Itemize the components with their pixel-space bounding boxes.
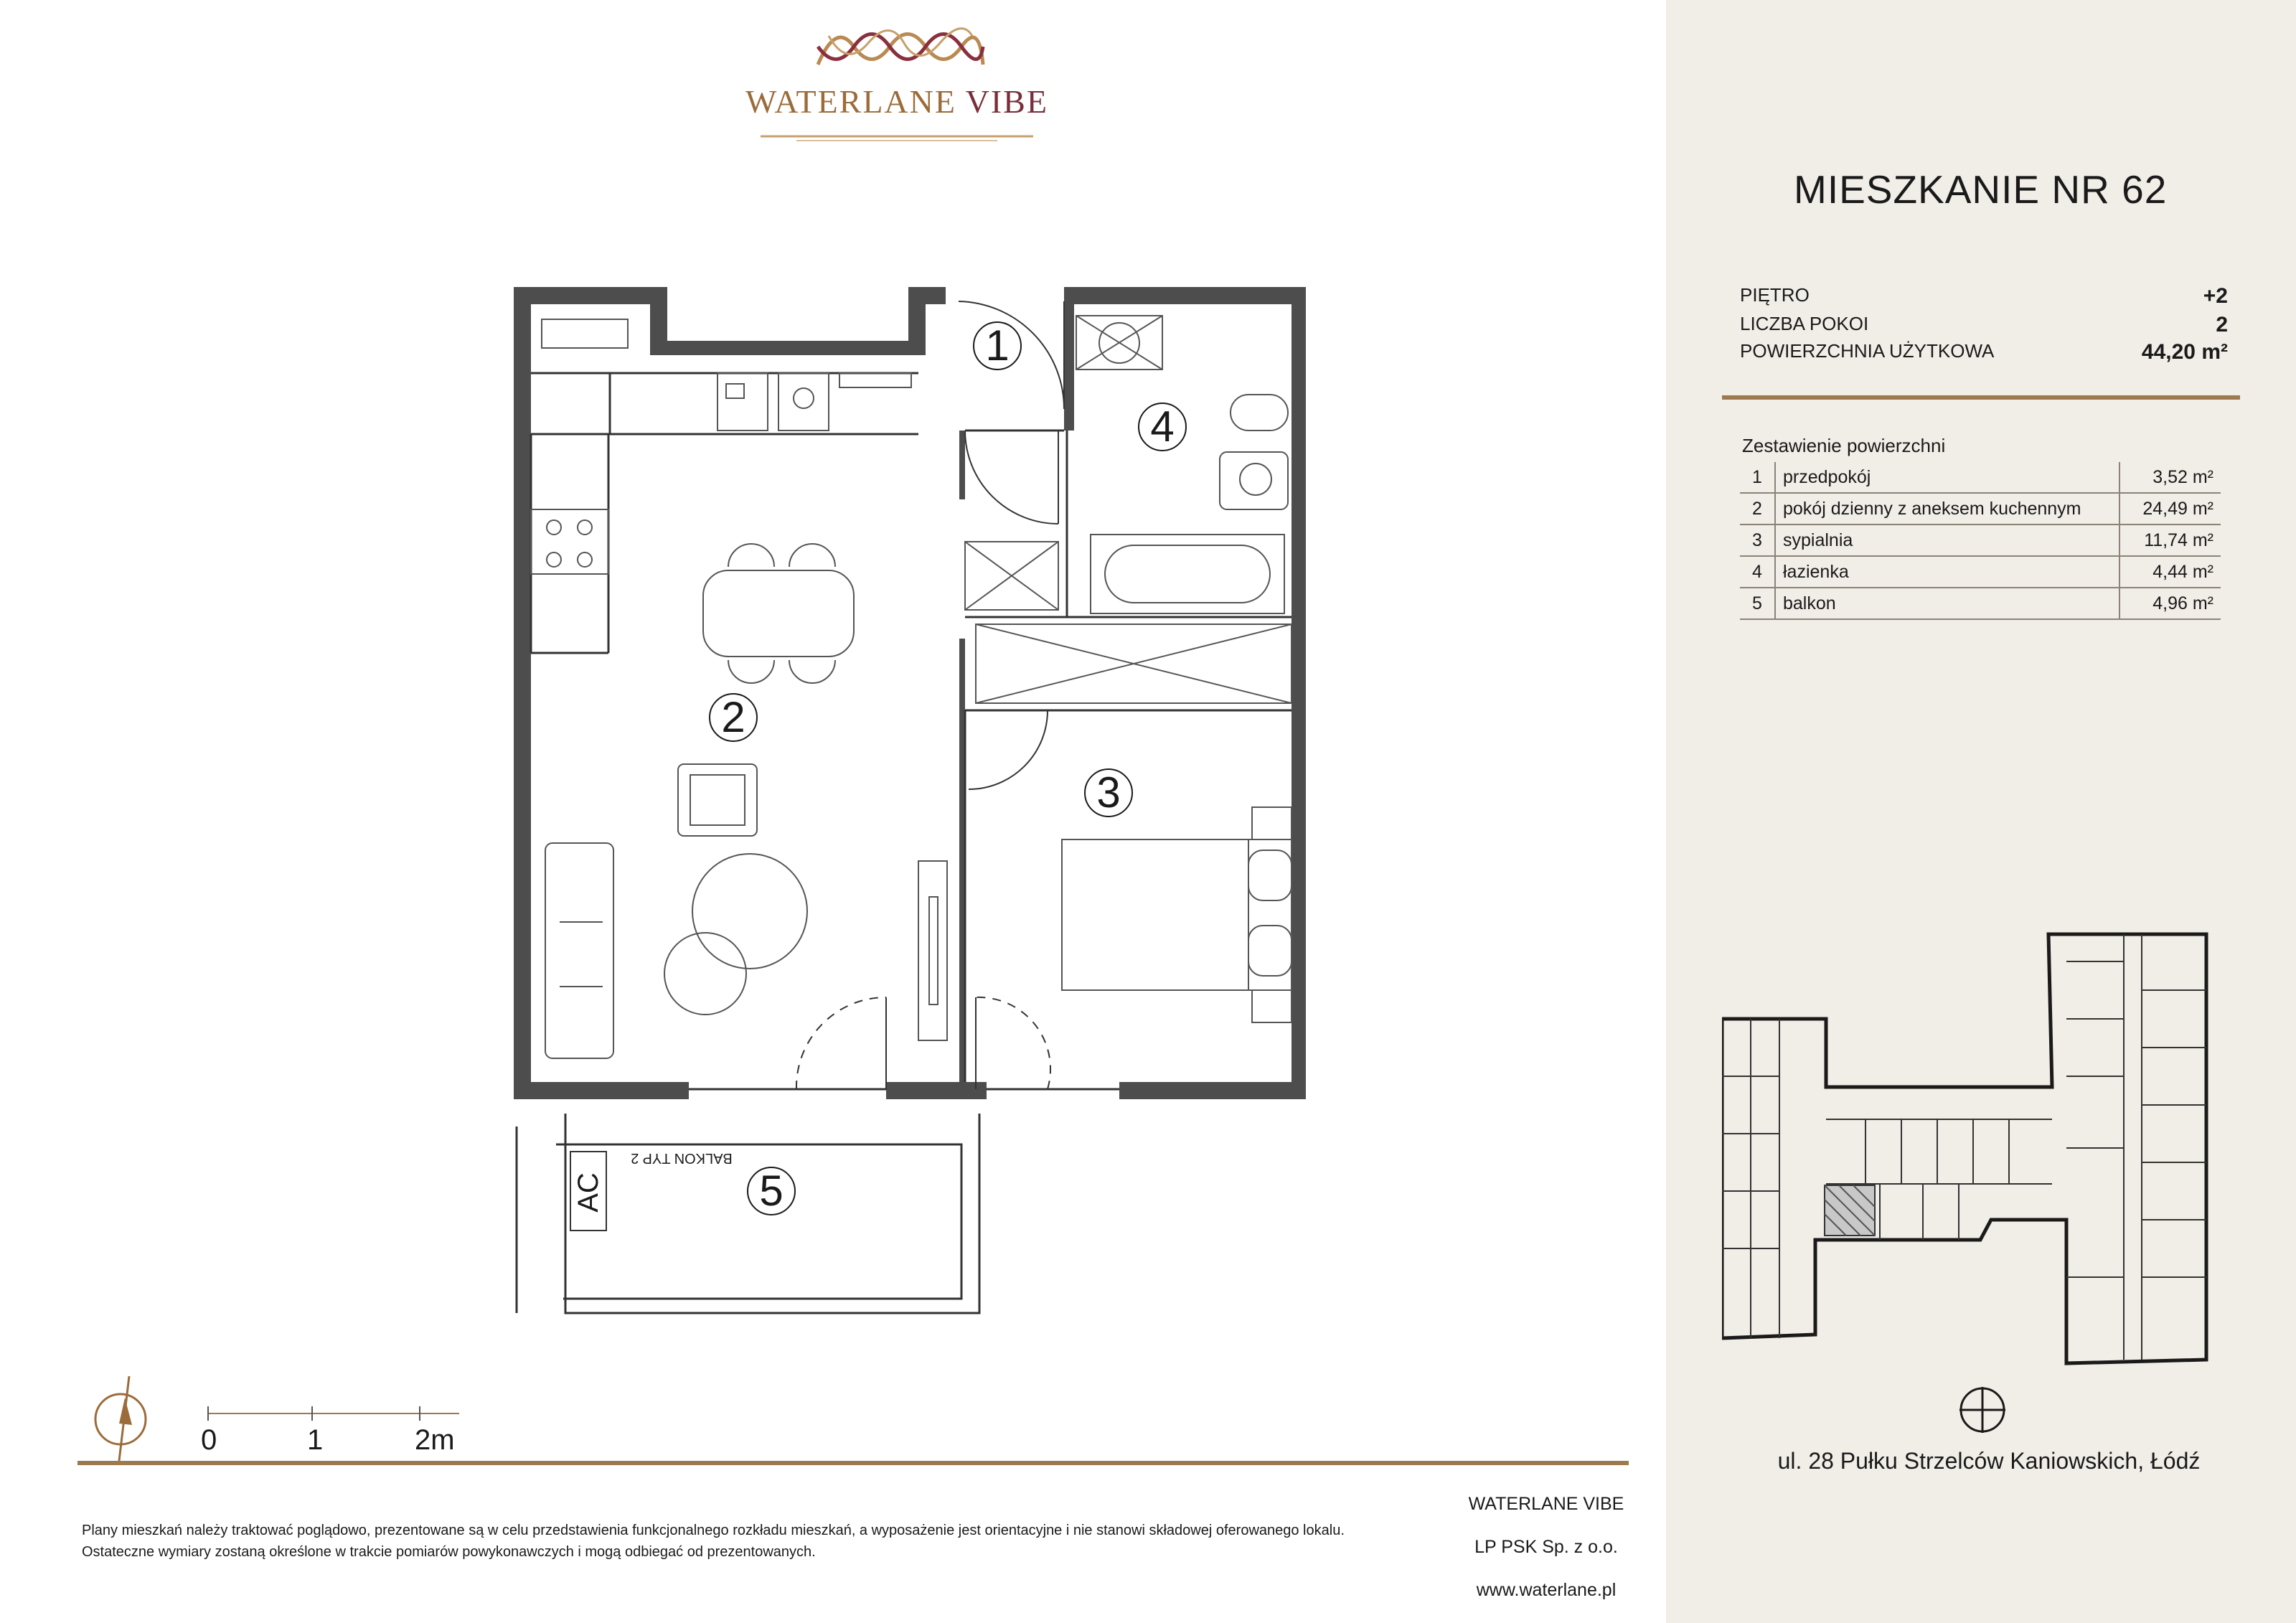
bed	[1062, 807, 1292, 1022]
footer-rule	[77, 1461, 1629, 1465]
walls	[514, 287, 1306, 1099]
floor-plan	[502, 280, 1320, 1327]
apartment-title: MIESZKANIE NR 62	[1794, 167, 2168, 212]
dining-table	[703, 544, 854, 683]
row-number: 5	[1740, 588, 1775, 619]
brand-underline	[732, 129, 1062, 144]
room-number-4: 4	[1150, 403, 1175, 451]
areas-title: Zestawienie powierzchni	[1742, 435, 1946, 456]
website-link[interactable]: www.waterlane.pl	[1476, 1580, 1617, 1600]
scale-label-0: 0	[201, 1424, 217, 1456]
table-row	[1740, 588, 2221, 619]
room-name: przedpokój	[1775, 462, 2119, 493]
room-area: 11,74 m²	[2119, 524, 2221, 556]
room-name: sypialnia	[1775, 524, 2119, 556]
disclaimer-line-1: Plany mieszkań należy traktować poglądowo, prezentowane są w celu przedstawienia funkcjonalnego rozkładu mieszkań, a wyposażenie jest orientacyjne i nie stanowi składowej oferowanego lokalu.	[82, 1523, 1345, 1538]
company-info	[1464, 1490, 1629, 1619]
row-number: 4	[1740, 556, 1775, 588]
room-area: 3,52 m²	[2119, 462, 2221, 493]
interior-lines	[517, 373, 1292, 1313]
row-number: 1	[1740, 462, 1775, 493]
property-label: PIĘTRO	[1740, 284, 1810, 306]
ac-label: AC	[573, 1172, 604, 1213]
building-outline	[1722, 934, 2206, 1363]
company-entity: LP PSK Sp. z o.o.	[1474, 1537, 1618, 1557]
details-rule	[1722, 395, 2240, 400]
property-label: LICZBA POKOI	[1740, 313, 1869, 334]
row-number: 3	[1740, 524, 1775, 556]
room-number-1: 1	[985, 321, 1010, 370]
bathroom-fixtures	[965, 316, 1292, 703]
property-value: +2	[2203, 284, 2228, 308]
disclaimer-line-2: Ostateczne wymiary zostaną określone w trakcie pomiarów powykonawczych i mogą odbiegać od prezentowanych.	[82, 1544, 816, 1560]
brand-logo	[732, 14, 1062, 151]
table-row	[1740, 556, 2221, 588]
room-name: balkon	[1775, 588, 2119, 619]
property-value: 44,20 m²	[2141, 340, 2228, 364]
table-row	[1740, 462, 2221, 493]
room-number-3: 3	[1096, 768, 1121, 817]
property-floor	[1740, 284, 2228, 306]
room-number-2: 2	[721, 693, 745, 741]
scale-label-1: 1	[307, 1424, 324, 1456]
disclaimer	[82, 1520, 1445, 1563]
property-value: 2	[2216, 313, 2228, 337]
compass-icon	[1957, 1385, 2008, 1435]
table-row	[1740, 493, 2221, 524]
room-area: 4,44 m²	[2119, 556, 2221, 588]
address: ul. 28 Pułku Strzelców Kaniowskich, Łódź	[1777, 1448, 2201, 1474]
room-name: pokój dzienny z aneksem kuchennym	[1775, 493, 2119, 524]
company-name: WATERLANE VIBE	[1468, 1494, 1624, 1514]
property-rooms	[1740, 313, 2228, 335]
room-name: łazienka	[1775, 556, 2119, 588]
building-key-plan	[1722, 918, 2224, 1378]
room-numbers	[721, 321, 1174, 1215]
balcony-label: BALKON TYP 2	[631, 1150, 733, 1166]
waves-icon	[732, 14, 1062, 79]
property-label: POWIERZCHNIA UŻYTKOWA	[1740, 340, 1995, 362]
scale-label-2m: 2m	[415, 1424, 455, 1456]
room-area: 4,96 m²	[2119, 588, 2221, 619]
table-row	[1740, 524, 2221, 556]
kitchen-appliances	[531, 319, 911, 574]
property-area	[1740, 340, 2228, 362]
north-arrow-icon	[92, 1376, 149, 1462]
room-area: 24,49 m²	[2119, 493, 2221, 524]
room-number-5: 5	[759, 1167, 784, 1215]
building-partitions	[1722, 934, 2206, 1360]
doors	[796, 301, 1064, 1089]
details-panel	[1666, 0, 2296, 1623]
areas-table	[1740, 462, 2221, 620]
brand-name: WATERLANE VIBE	[745, 83, 1048, 120]
row-number: 2	[1740, 493, 1775, 524]
